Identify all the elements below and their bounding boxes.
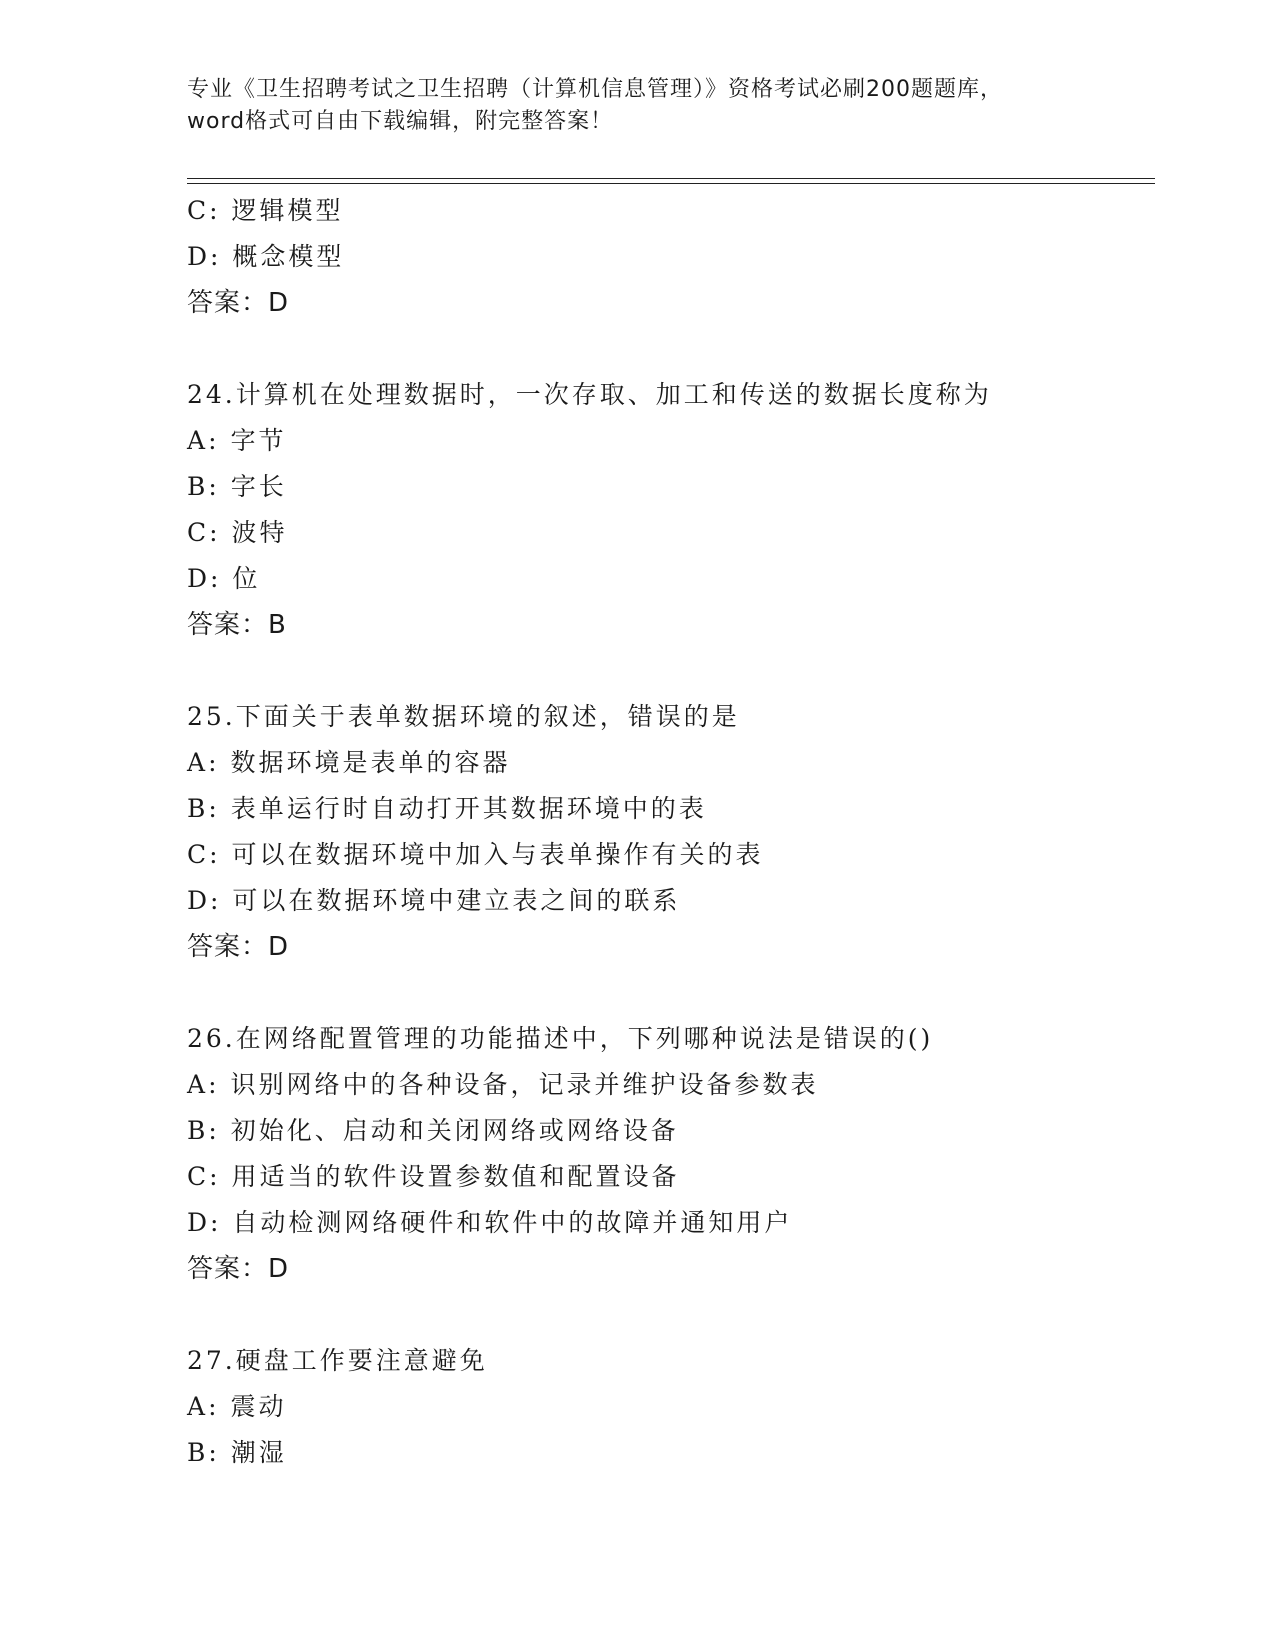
option-b: B: 初始化、启动和关闭网络或网络设备 xyxy=(187,1116,679,1145)
option-key: D xyxy=(187,242,211,271)
option-text: 字长 xyxy=(230,472,287,501)
question-block-24 xyxy=(187,372,1155,648)
option-text: 位 xyxy=(232,564,261,593)
option-text: 初始化、启动和关闭网络或网络设备 xyxy=(230,1116,679,1145)
option-text: 震动 xyxy=(230,1392,287,1421)
header-divider-bottom xyxy=(187,183,1155,184)
option-a: A: 识别网络中的各种设备，记录并维护设备参数表 xyxy=(187,1070,819,1099)
option-key: A xyxy=(187,426,209,455)
option-d: D: 概念模型 xyxy=(187,242,345,271)
option-text: 可以在数据环境中建立表之间的联系 xyxy=(232,886,681,915)
option-d: D: 位 xyxy=(187,564,261,593)
question-stem: 26.在网络配置管理的功能描述中，下列哪种说法是错误的() xyxy=(187,1024,934,1053)
option-key: C xyxy=(187,840,210,869)
option-a: A: 字节 xyxy=(187,426,287,455)
answer-line: 答案：D xyxy=(187,288,290,318)
option-text: 字节 xyxy=(230,426,287,455)
option-b: B: 字长 xyxy=(187,472,287,501)
answer-line: 答案：B xyxy=(187,610,287,640)
option-c: C: 波特 xyxy=(187,518,288,547)
option-c: C: 逻辑模型 xyxy=(187,196,344,225)
answer-line: 答案：D xyxy=(187,1254,290,1284)
option-text: 数据环境是表单的容器 xyxy=(230,748,511,777)
header-line-2: word格式可自由下载编辑，附完整答案！ xyxy=(187,109,614,134)
question-stem: 24.计算机在处理数据时，一次存取、加工和传送的数据长度称为 xyxy=(187,380,992,409)
option-key: B xyxy=(187,1116,209,1145)
option-a: A: 震动 xyxy=(187,1392,287,1421)
answer-line: 答案：D xyxy=(187,932,290,962)
option-key: A xyxy=(187,748,209,777)
option-text: 逻辑模型 xyxy=(231,196,344,225)
question-block-27 xyxy=(187,1338,1155,1476)
question-list xyxy=(187,188,1155,1476)
option-text: 表单运行时自动打开其数据环境中的表 xyxy=(230,794,707,823)
option-d: D: 自动检测网络硬件和软件中的故障并通知用户 xyxy=(187,1208,793,1237)
option-text: 波特 xyxy=(231,518,288,547)
option-text: 潮湿 xyxy=(230,1438,287,1467)
option-key: A xyxy=(187,1070,209,1099)
option-b: B: 潮湿 xyxy=(187,1438,287,1467)
option-text: 识别网络中的各种设备，记录并维护设备参数表 xyxy=(230,1070,819,1099)
option-key: B xyxy=(187,472,209,501)
header-divider-top xyxy=(187,178,1155,179)
option-text: 自动检测网络硬件和软件中的故障并通知用户 xyxy=(232,1208,793,1237)
question-block-25 xyxy=(187,694,1155,970)
option-key: C xyxy=(187,1162,210,1191)
option-key: D xyxy=(187,886,211,915)
option-key: A xyxy=(187,1392,209,1421)
header-line-1: 专业《卫生招聘考试之卫生招聘（计算机信息管理）》资格考试必刷200题题库， xyxy=(187,77,1003,102)
question-block-26 xyxy=(187,1016,1155,1292)
question-block-prev xyxy=(187,188,1155,326)
option-c: C: 可以在数据环境中加入与表单操作有关的表 xyxy=(187,840,764,869)
option-text: 用适当的软件设置参数值和配置设备 xyxy=(231,1162,680,1191)
option-key: C xyxy=(187,518,210,547)
document-header xyxy=(187,74,1087,138)
option-key: D xyxy=(187,1208,211,1237)
question-stem: 25.下面关于表单数据环境的叙述，错误的是 xyxy=(187,702,740,731)
option-c: C: 用适当的软件设置参数值和配置设备 xyxy=(187,1162,680,1191)
option-d: D: 可以在数据环境中建立表之间的联系 xyxy=(187,886,681,915)
option-key: B xyxy=(187,1438,209,1467)
option-a: A: 数据环境是表单的容器 xyxy=(187,748,511,777)
option-text: 可以在数据环境中加入与表单操作有关的表 xyxy=(231,840,764,869)
option-text: 概念模型 xyxy=(232,242,345,271)
option-key: B xyxy=(187,794,209,823)
option-key: D xyxy=(187,564,211,593)
question-stem: 27.硬盘工作要注意避免 xyxy=(187,1346,488,1375)
option-b: B: 表单运行时自动打开其数据环境中的表 xyxy=(187,794,707,823)
option-key: C xyxy=(187,196,210,225)
